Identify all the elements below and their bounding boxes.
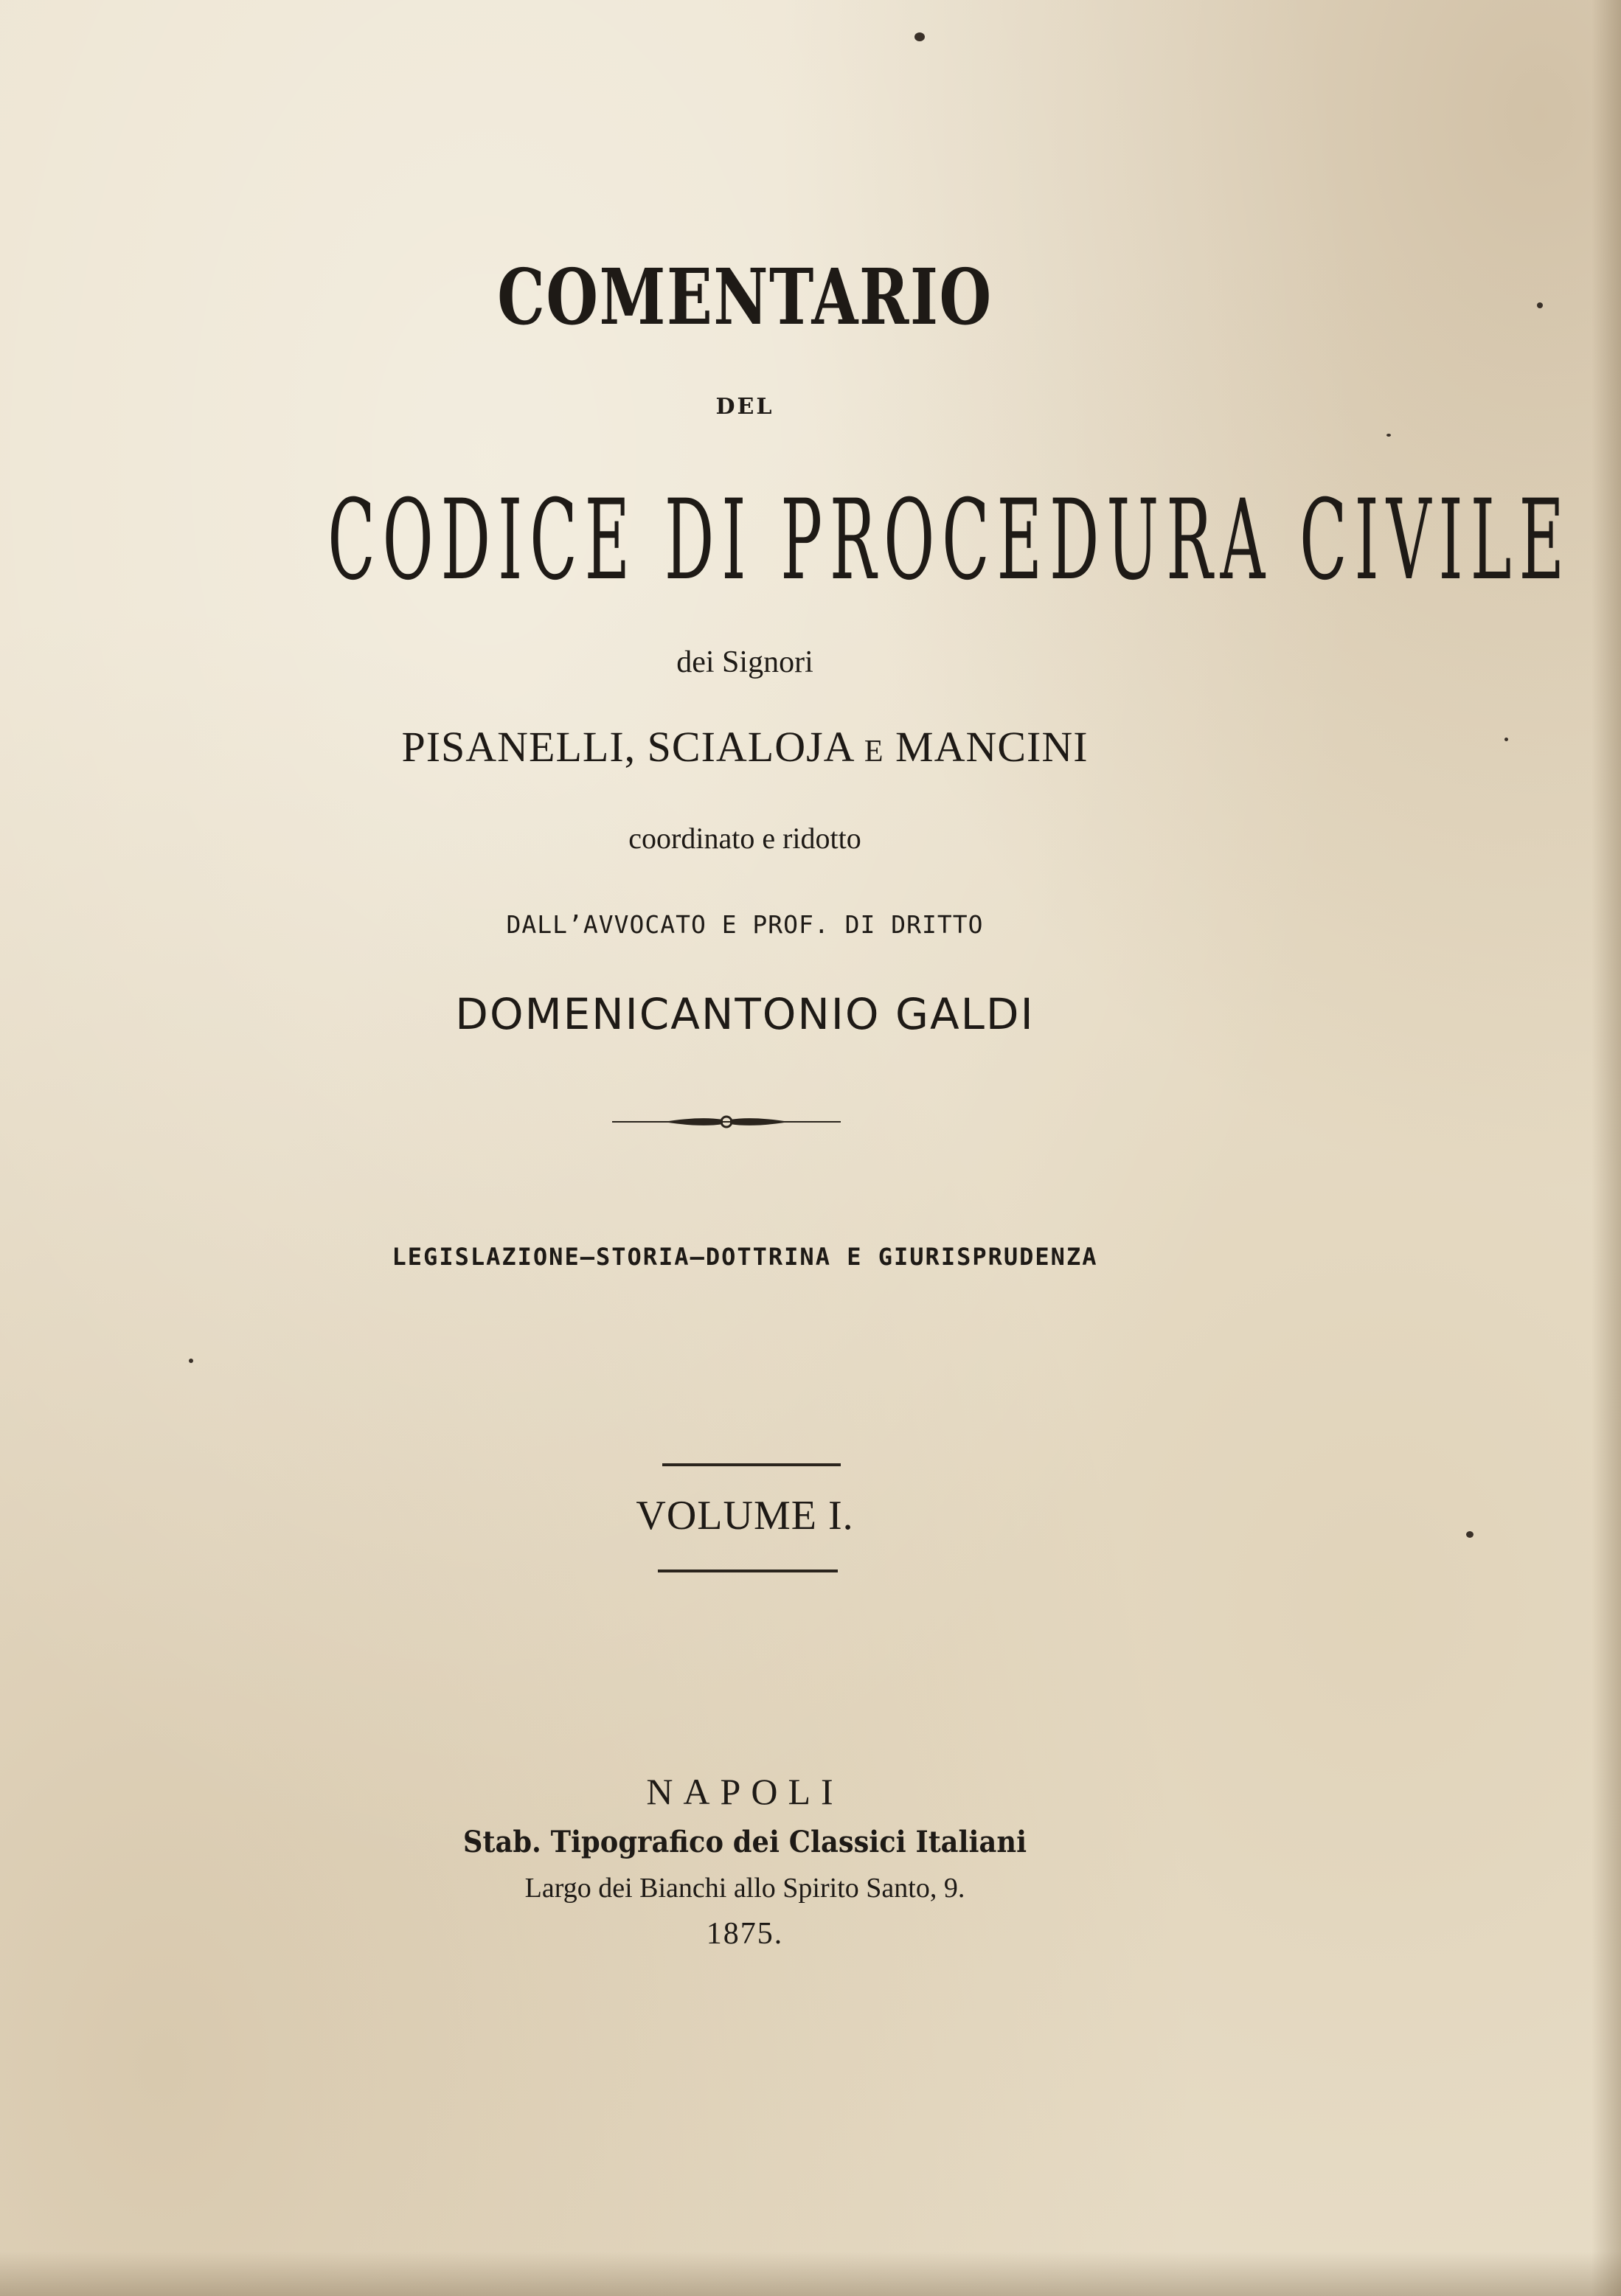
paper-speck [1386,434,1391,437]
authors-label: dei Signori [676,645,813,679]
paper-speck [914,32,925,41]
volume-rule-bottom [658,1570,838,1572]
subjects-line: LEGISLAZIONE—STORIA—DOTTRINA E GIURISPRUDENZA [392,1243,1098,1271]
authors-names-last: MANCINI [895,723,1089,771]
authors-names-first: PISANELLI, SCIALOJA [401,723,853,771]
volume-rule-top [662,1463,841,1466]
imprint-city: NAPOLI [646,1771,844,1812]
edited-note: coordinato e ridotto [628,822,861,855]
book-title: COMENTARIO [497,252,993,342]
imprint-address: Largo dei Bianchi allo Spirito Santo, 9. [524,1873,965,1904]
authors-line [0,721,1490,777]
authors-conjunction: E [864,735,884,769]
page-edge-shadow-right [1592,0,1621,2296]
editor-name: DOMENICANTONIO GALDI [455,989,1035,1039]
ornament-divider-icon [612,1111,841,1133]
paper-speck [189,1359,193,1363]
imprint-year: 1875. [706,1917,784,1951]
volume-number: VOLUME I. [636,1493,854,1539]
imprint-printer: Stab. Tipografico dei Classici Italiani [462,1825,1027,1859]
page-edge-shadow-bottom [0,2252,1621,2296]
work-title: CODICE DI PROCEDURA CIVILE [327,476,1572,605]
title-connector: DEL [715,394,774,420]
paper-speck [1504,738,1508,741]
editor-role: DALL’AVVOCATO E PROF. DI DRITTO [506,910,984,939]
paper-speck [1537,302,1543,308]
